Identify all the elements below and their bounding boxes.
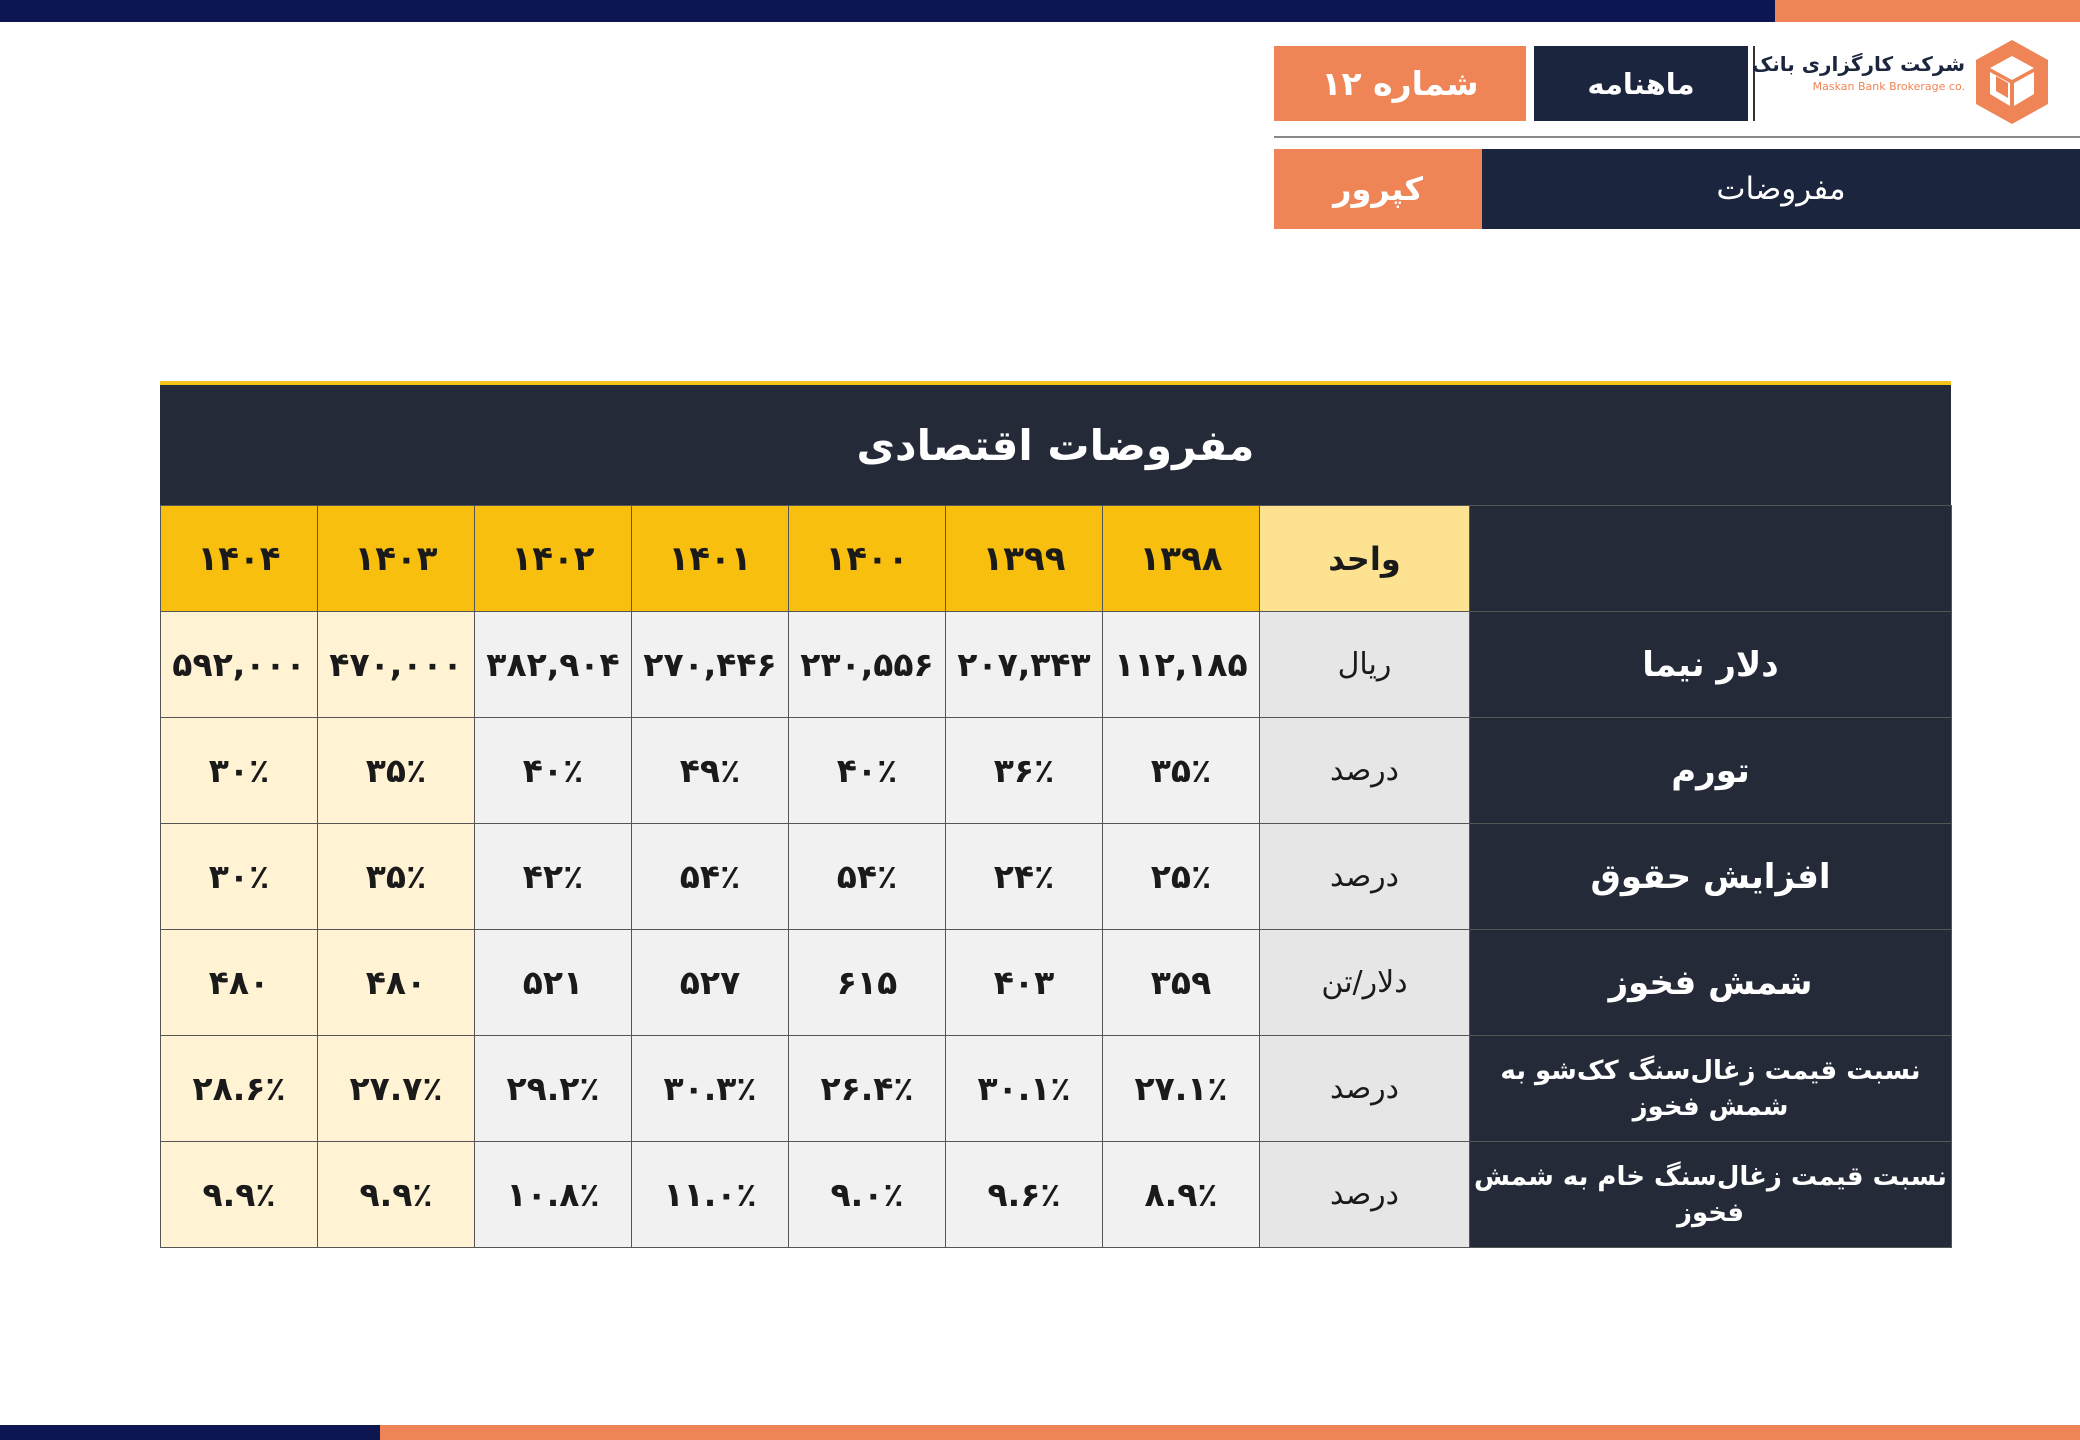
value-cell: ۹.۶٪ bbox=[946, 1142, 1103, 1248]
unit-cell: درصد bbox=[1260, 824, 1470, 930]
year-header: ۱۴۰۴ bbox=[161, 506, 318, 612]
value-cell: ۴۰۳ bbox=[946, 930, 1103, 1036]
header-rule bbox=[1274, 136, 2080, 138]
forecast-cell: ۳۰٪ bbox=[161, 824, 318, 930]
table-row bbox=[161, 1142, 1952, 1248]
value-cell: ۲۶.۴٪ bbox=[789, 1036, 946, 1142]
table-row bbox=[161, 824, 1952, 930]
value-cell: ۲۰۷,۳۴۳ bbox=[946, 612, 1103, 718]
table-row bbox=[161, 718, 1952, 824]
forecast-cell: ۲۷.۷٪ bbox=[318, 1036, 475, 1142]
row-label: شمش فخوز bbox=[1470, 930, 1952, 1036]
forecast-cell: ۴۸۰ bbox=[161, 930, 318, 1036]
assumptions-grid bbox=[160, 505, 1952, 1248]
value-cell: ۲۹.۲٪ bbox=[475, 1036, 632, 1142]
forecast-cell: ۵۹۲,۰۰۰ bbox=[161, 612, 318, 718]
value-cell: ۴۹٪ bbox=[632, 718, 789, 824]
company-logo-text bbox=[1682, 52, 1965, 112]
forecast-cell: ۹.۹٪ bbox=[318, 1142, 475, 1248]
value-cell: ۸.۹٪ bbox=[1103, 1142, 1260, 1248]
value-cell: ۵۲۷ bbox=[632, 930, 789, 1036]
value-cell: ۵۲۱ bbox=[475, 930, 632, 1036]
year-header: ۱۴۰۰ bbox=[789, 506, 946, 612]
economic-assumptions-table bbox=[160, 381, 1951, 1248]
top-bar-navy bbox=[0, 0, 1775, 22]
section-title: مفروضات bbox=[1482, 149, 2080, 229]
value-cell: ۳۰.۳٪ bbox=[632, 1036, 789, 1142]
value-cell: ۱۱۲,۱۸۵ bbox=[1103, 612, 1260, 718]
year-header: ۱۳۹۹ bbox=[946, 506, 1103, 612]
row-label: نسبت قیمت زغال‌سنگ کک‌شو به شمش فخوز bbox=[1470, 1036, 1952, 1142]
value-cell: ۴۰٪ bbox=[789, 718, 946, 824]
year-header: ۱۴۰۲ bbox=[475, 506, 632, 612]
value-cell: ۴۲٪ bbox=[475, 824, 632, 930]
year-header: ۱۴۰۱ bbox=[632, 506, 789, 612]
forecast-cell: ۲۸.۶٪ bbox=[161, 1036, 318, 1142]
value-cell: ۲۵٪ bbox=[1103, 824, 1260, 930]
forecast-cell: ۳۵٪ bbox=[318, 718, 475, 824]
value-cell: ۳۵٪ bbox=[1103, 718, 1260, 824]
unit-cell: درصد bbox=[1260, 1142, 1470, 1248]
unit-cell: ریال bbox=[1260, 612, 1470, 718]
forecast-cell: ۳۵٪ bbox=[318, 824, 475, 930]
table-row bbox=[161, 612, 1952, 718]
top-bar-orange bbox=[1775, 0, 2080, 22]
logo-name-en: Maskan Bank Brokerage co. bbox=[1812, 80, 1965, 93]
unit-cell: دلار/تن bbox=[1260, 930, 1470, 1036]
row-label: افزایش حقوق bbox=[1470, 824, 1952, 930]
forecast-cell: ۴۷۰,۰۰۰ bbox=[318, 612, 475, 718]
table-row bbox=[161, 930, 1952, 1036]
logo-name-fa: شرکت کارگزاری بانک مسکن bbox=[1682, 52, 1965, 76]
issue-number: شماره ۱۲ bbox=[1274, 46, 1526, 121]
forecast-cell: ۴۸۰ bbox=[318, 930, 475, 1036]
value-cell: ۱۰.۸٪ bbox=[475, 1142, 632, 1248]
forecast-cell: ۹.۹٪ bbox=[161, 1142, 318, 1248]
value-cell: ۱۱.۰٪ bbox=[632, 1142, 789, 1248]
row-label: دلار نیما bbox=[1470, 612, 1952, 718]
header-row bbox=[161, 506, 1952, 612]
value-cell: ۴۰٪ bbox=[475, 718, 632, 824]
value-cell: ۵۴٪ bbox=[789, 824, 946, 930]
value-cell: ۳۰.۱٪ bbox=[946, 1036, 1103, 1142]
value-cell: ۲۳۰,۵۵۶ bbox=[789, 612, 946, 718]
bottom-bar-orange bbox=[380, 1425, 2080, 1440]
bottom-bar-navy bbox=[0, 1425, 380, 1440]
unit-header: واحد bbox=[1260, 506, 1470, 612]
company-name: کپرور bbox=[1274, 149, 1482, 229]
year-header: ۱۳۹۸ bbox=[1103, 506, 1260, 612]
unit-cell: درصد bbox=[1260, 1036, 1470, 1142]
table-title: مفروضات اقتصادی bbox=[160, 385, 1951, 505]
unit-cell: درصد bbox=[1260, 718, 1470, 824]
table-row bbox=[161, 1036, 1952, 1142]
value-cell: ۲۴٪ bbox=[946, 824, 1103, 930]
corner-cell bbox=[1470, 506, 1952, 612]
value-cell: ۵۴٪ bbox=[632, 824, 789, 930]
value-cell: ۳۶٪ bbox=[946, 718, 1103, 824]
value-cell: ۲۷.۱٪ bbox=[1103, 1036, 1260, 1142]
monthly-label: ماهنامه bbox=[1534, 46, 1748, 121]
year-header: ۱۴۰۳ bbox=[318, 506, 475, 612]
value-cell: ۳۸۲,۹۰۴ bbox=[475, 612, 632, 718]
value-cell: ۲۷۰,۴۴۶ bbox=[632, 612, 789, 718]
cube-logo-icon bbox=[1972, 36, 2052, 128]
row-label: تورم bbox=[1470, 718, 1952, 824]
value-cell: ۶۱۵ bbox=[789, 930, 946, 1036]
row-label: نسبت قیمت زغال‌سنگ خام به شمش فخوز bbox=[1470, 1142, 1952, 1248]
forecast-cell: ۳۰٪ bbox=[161, 718, 318, 824]
value-cell: ۹.۰٪ bbox=[789, 1142, 946, 1248]
value-cell: ۳۵۹ bbox=[1103, 930, 1260, 1036]
